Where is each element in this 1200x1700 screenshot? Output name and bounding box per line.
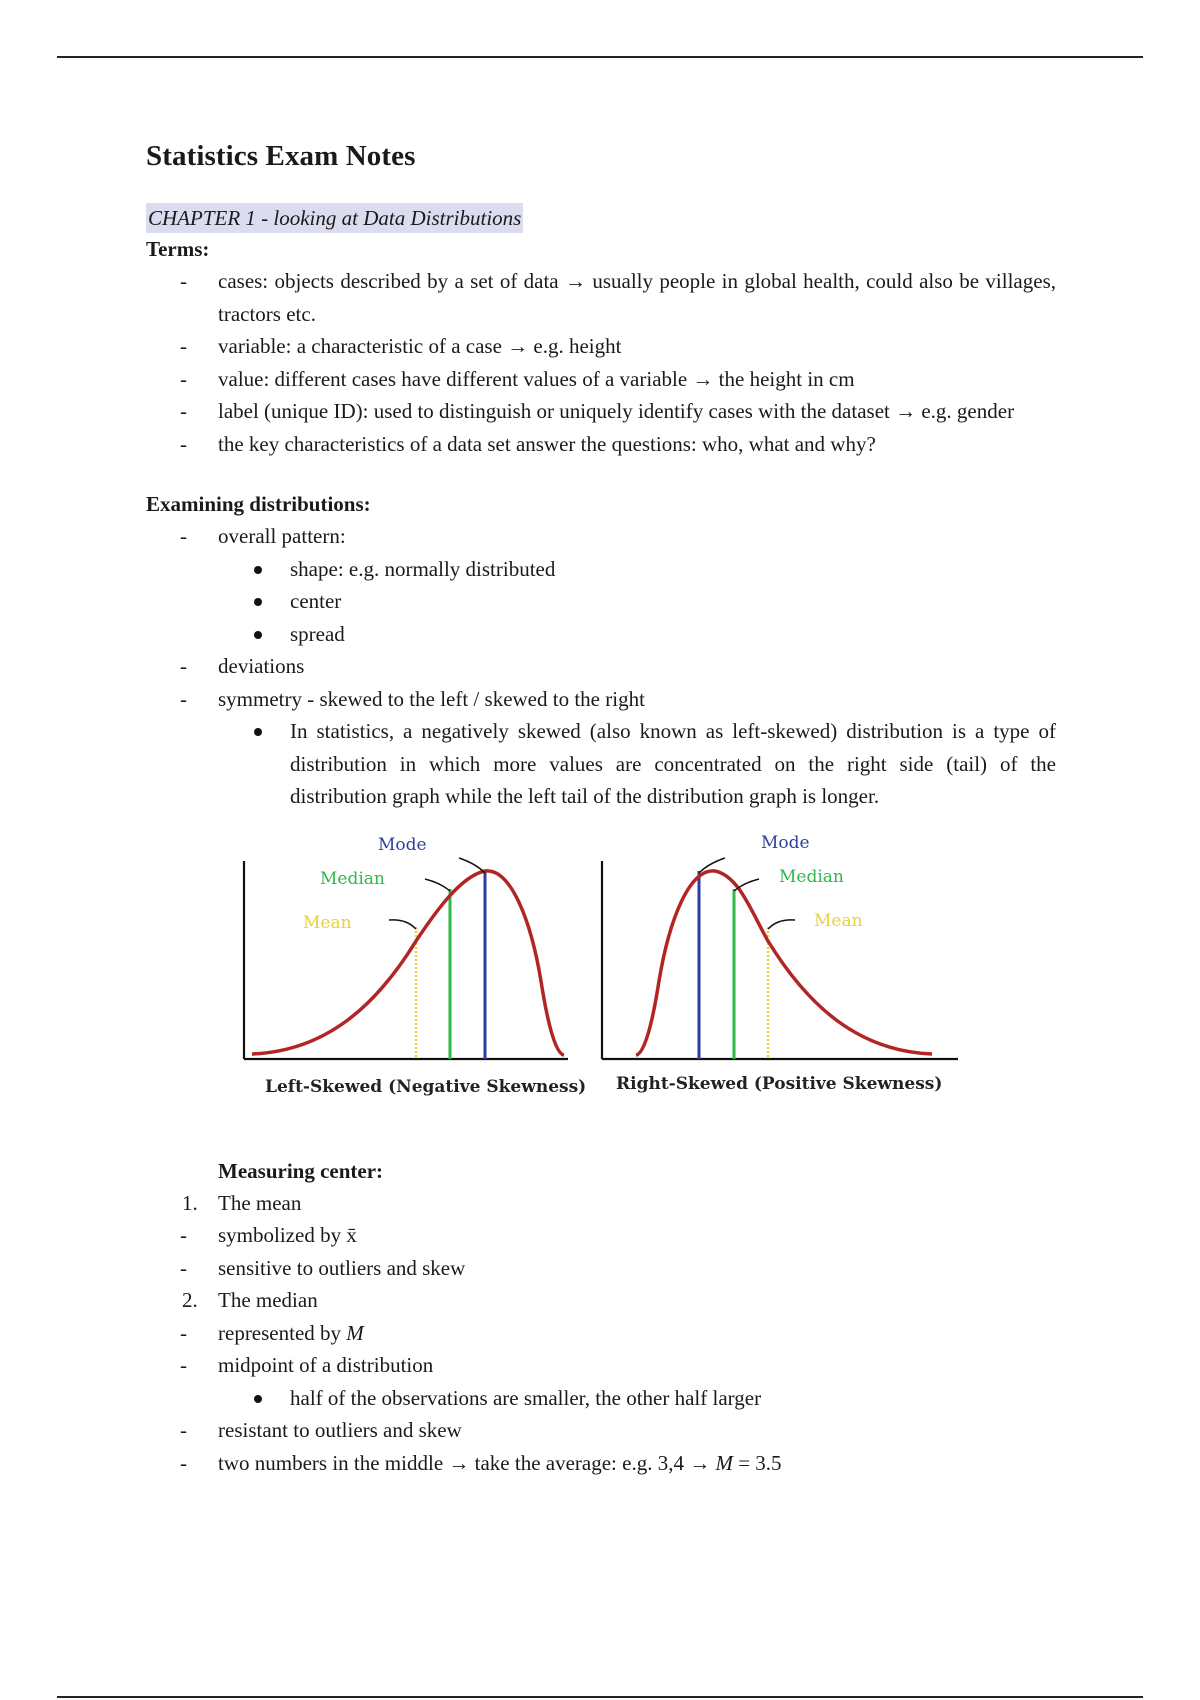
right-median-label: Median <box>779 866 844 887</box>
right-skew-curve <box>636 870 932 1054</box>
terms-heading: Terms: <box>146 237 210 261</box>
list-item: - label (unique ID): used to distinguish or uniquely identify cases with the dataset → e.g. gender <box>180 399 1015 423</box>
list-item: - symmetry - skewed to the left / skewed to the right <box>180 686 645 711</box>
left-skew-chart <box>244 835 568 1059</box>
left-mean-label: Mean <box>303 912 352 933</box>
top-rule <box>57 56 1143 58</box>
right-skew-caption: Right-Skewed (Positive Skewness) <box>616 1073 943 1094</box>
left-median-pointer <box>425 879 450 891</box>
list-item: In statistics, a negatively skewed (also known as left-skewed) distribution is a type of distribution in which more values are concentrated on the right side (tail) of the distribution graph while the left tail of the distribution graph is longer. <box>146 715 1056 813</box>
list-item: 1. The mean <box>182 1190 302 1215</box>
measuring-center-list <box>146 1187 1056 1480</box>
right-skew-chart <box>602 833 958 1059</box>
list-item: - overall pattern: <box>180 524 346 548</box>
list-item: - two numbers in the middle → take the average: e.g. 3,4 → M = 3.5 <box>180 1450 782 1475</box>
list-item: 2. The median <box>182 1288 318 1312</box>
list-item: - value: different cases have different values of a variable → the height in cm <box>180 366 855 391</box>
list-item: - represented by M <box>180 1320 364 1345</box>
terms-list <box>146 265 1056 460</box>
document-body <box>146 140 1056 1479</box>
measuring-center-heading: Measuring center: <box>218 1158 384 1183</box>
left-mode-label: Mode <box>378 834 427 855</box>
right-mean-pointer <box>768 919 795 928</box>
list-item: shape: e.g. normally distributed <box>146 553 1056 586</box>
left-mean-pointer <box>389 919 416 928</box>
list-item: - deviations <box>180 654 305 678</box>
list-item: - the key characteristics of a data set answer the questions: who, what and why? <box>180 431 876 456</box>
left-skew-caption: Left-Skewed (Negative Skewness) <box>265 1076 587 1097</box>
bottom-rule <box>57 1696 1143 1698</box>
skewness-figure <box>146 831 1056 1141</box>
chapter-heading: CHAPTER 1 - looking at Data Distributions <box>146 203 523 233</box>
list-item: center <box>146 585 1056 618</box>
list-item: - midpoint of a distribution <box>180 1353 434 1377</box>
list-item: - sensitive to outliers and skew <box>180 1255 466 1280</box>
list-item: spread <box>146 618 1056 651</box>
right-mode-label: Mode <box>761 832 810 853</box>
list-item: - resistant to outliers and skew <box>180 1418 462 1442</box>
page-title: Statistics Exam Notes <box>146 140 416 172</box>
examining-list <box>146 520 1056 813</box>
list-item: - cases: objects described by a set of data → usually people in global health, could also be villages, tractors etc. <box>180 269 1056 326</box>
list-item: half of the observations are smaller, the other half larger <box>146 1382 1056 1415</box>
list-item: - symbolized by x̄ <box>180 1223 357 1247</box>
right-mean-label: Mean <box>814 910 863 931</box>
list-item: - variable: a characteristic of a case → e.g. height <box>180 334 622 358</box>
left-median-label: Median <box>320 868 385 889</box>
examining-heading: Examining distributions: <box>146 492 371 516</box>
left-skew-curve <box>252 870 564 1054</box>
